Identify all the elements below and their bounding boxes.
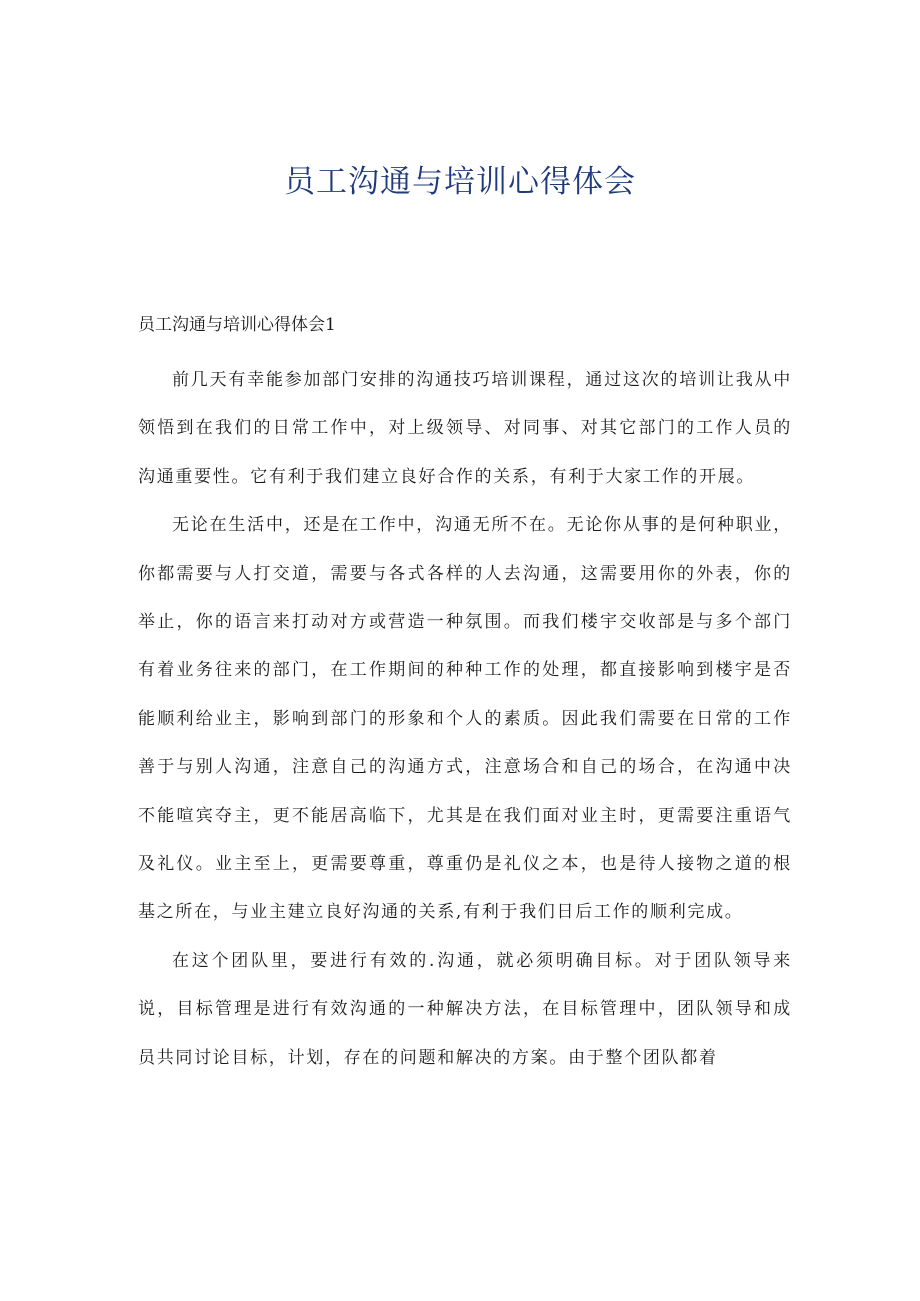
document-body <box>138 356 792 1082</box>
document-title: 员工沟通与培训心得体会 <box>284 164 636 200</box>
paragraph: 前几天有幸能参加部门安排的沟通技巧培训课程，通过这次的培训让我从中领悟到在我们的日常工作中，对上级领导、对同事、对其它部门的工作人员的沟通重要性。它有利于我们建立良好合作的关系，有利于大家工作的开展。 <box>138 370 792 487</box>
section-heading: 员工沟通与培训心得体会1 <box>138 315 336 335</box>
paragraph: 在这个团队里，要进行有效的.沟通，就必须明确目标。对于团队领导来说，目标管理是进行有效沟通的一种解决方法，在目标管理中，团队领导和成员共同讨论目标，计划，存在的问题和解决的方案。由于整个团队都着 <box>138 950 792 1068</box>
paragraph: 无论在生活中，还是在工作中，沟通无所不在。无论你从事的是何种职业，你都需要与人打交道，需要与各式各样的人去沟通，这需要用你的外表，你的举止，你的语言来打动对方或营造一种氛围。而我们楼宇交收部是与多个部门有着业务往来的部门，在工作期间的种种工作的处理，都直接影响到楼宇是否能顺利给业主，影响到部门的形象和个人的素质。因此我们需要在日常的工作善于与别人沟通，注意自己的沟通方式，注意场合和自己的场合，在沟通中决不能喧宾夺主，更不能居高临下，尤其是在我们面对业主时，更需要注重语气及礼仪。业主至上，更需要尊重，尊重仍是礼仪之本，也是待人接物之道的根基之所在，与业主建立良好沟通的关系,有利于我们日后工作的顺利完成。 <box>138 515 792 923</box>
